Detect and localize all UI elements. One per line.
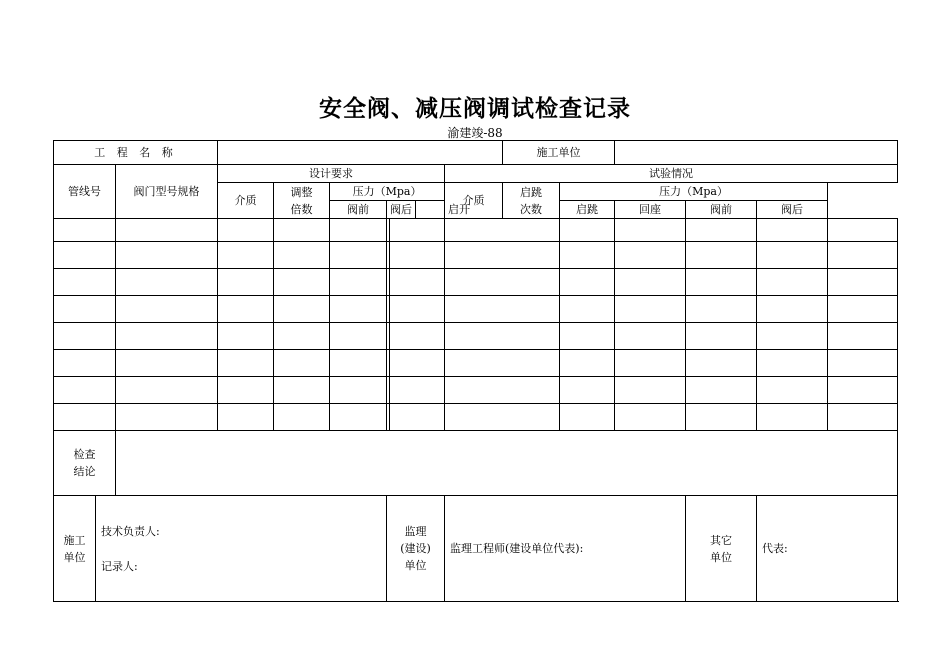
table-cell[interactable] [330, 377, 387, 404]
table-cell[interactable] [686, 404, 757, 431]
column-header-row-1 [54, 165, 898, 183]
table-cell[interactable] [390, 219, 445, 242]
table-cell[interactable] [330, 269, 387, 296]
table-cell[interactable] [54, 323, 116, 350]
table-cell[interactable] [116, 350, 218, 377]
table-cell[interactable] [686, 350, 757, 377]
col-valve-model: 阀门型号规格 [116, 165, 218, 219]
signature-row [54, 496, 898, 602]
table-cell[interactable] [686, 242, 757, 269]
col-jump-count [503, 183, 560, 219]
table-cell[interactable] [615, 377, 686, 404]
recorder-label: 记录人: [101, 559, 138, 573]
tech-lead-label: 技术负责人: [101, 524, 160, 538]
table-cell[interactable] [757, 242, 828, 269]
table-cell[interactable] [560, 242, 615, 269]
construction-unit-sign-label [54, 496, 96, 602]
table-cell[interactable] [54, 269, 116, 296]
table-cell[interactable] [828, 269, 898, 296]
table-cell[interactable] [828, 404, 898, 431]
construction-unit-label: 施工单位 [503, 141, 615, 165]
table-cell[interactable] [390, 404, 445, 431]
other-line2: 单位 [710, 550, 733, 564]
construction-unit-field[interactable] [615, 141, 898, 165]
table-cell[interactable] [116, 242, 218, 269]
table-cell[interactable] [274, 242, 330, 269]
table-cell[interactable] [560, 350, 615, 377]
table-cell[interactable] [116, 219, 218, 242]
table-cell[interactable] [828, 377, 898, 404]
table-cell[interactable] [615, 269, 686, 296]
table-cell[interactable] [274, 219, 330, 242]
col-test-reseat: 回座 [615, 201, 686, 219]
col-test-before-valve: 阀前 [686, 201, 757, 219]
table-cell[interactable] [757, 404, 828, 431]
table-cell[interactable] [615, 296, 686, 323]
table-cell[interactable] [445, 219, 560, 242]
record-table [53, 140, 898, 602]
supervision-unit-sign-label [387, 496, 445, 602]
other-sign-area[interactable] [757, 496, 898, 602]
table-cell[interactable] [390, 269, 445, 296]
table-cell[interactable] [116, 269, 218, 296]
table-cell[interactable] [445, 269, 560, 296]
construction-sign-line1: 施工 [63, 533, 86, 547]
table-cell[interactable] [445, 350, 560, 377]
table-cell[interactable] [54, 219, 116, 242]
table-cell[interactable] [274, 296, 330, 323]
table-cell[interactable] [116, 377, 218, 404]
table-row [54, 242, 898, 269]
table-cell[interactable] [218, 242, 274, 269]
project-name-label: 工 程 名 称 [54, 141, 218, 165]
table-cell[interactable] [615, 323, 686, 350]
table-cell[interactable] [615, 219, 686, 242]
col-design-group: 设计要求 [218, 165, 445, 183]
supervision-line2: (建设) [400, 542, 431, 555]
table-cell[interactable] [686, 269, 757, 296]
table-cell[interactable] [390, 323, 445, 350]
table-cell[interactable] [116, 296, 218, 323]
table-cell[interactable] [757, 219, 828, 242]
table-cell[interactable] [828, 350, 898, 377]
table-cell[interactable] [757, 269, 828, 296]
col-jump-line2: 次数 [520, 202, 543, 216]
table-cell[interactable] [686, 323, 757, 350]
table-cell[interactable] [560, 323, 615, 350]
table-cell[interactable] [757, 323, 828, 350]
table-cell[interactable] [686, 377, 757, 404]
table-cell[interactable] [615, 242, 686, 269]
table-cell[interactable] [274, 269, 330, 296]
table-cell[interactable] [560, 269, 615, 296]
table-cell[interactable] [116, 404, 218, 431]
table-cell[interactable] [828, 323, 898, 350]
conclusion-label-line1: 检查 [73, 448, 96, 461]
table-cell[interactable] [560, 219, 615, 242]
table-cell[interactable] [445, 323, 560, 350]
table-cell[interactable] [445, 377, 560, 404]
table-cell[interactable] [330, 323, 387, 350]
project-name-field[interactable] [218, 141, 503, 165]
table-cell[interactable] [330, 296, 387, 323]
table-row [54, 377, 898, 404]
col-adjust-multiple [274, 183, 330, 219]
col-test-medium: 介质 [445, 183, 503, 219]
table-cell[interactable] [218, 219, 274, 242]
table-cell[interactable] [390, 350, 445, 377]
table-cell[interactable] [330, 350, 387, 377]
table-cell[interactable] [390, 377, 445, 404]
col-design-medium: 介质 [218, 183, 274, 219]
table-cell[interactable] [274, 377, 330, 404]
table-cell[interactable] [218, 296, 274, 323]
table-cell[interactable] [54, 296, 116, 323]
table-cell[interactable] [390, 242, 445, 269]
table-cell[interactable] [615, 350, 686, 377]
table-cell[interactable] [686, 296, 757, 323]
other-unit-sign-label [686, 496, 757, 602]
supervision-line1: 监理 [404, 525, 427, 538]
table-cell[interactable] [330, 404, 387, 431]
conclusion-label [54, 431, 116, 496]
document-title: 安全阀、减压阀调试检查记录 [319, 96, 631, 122]
table-cell[interactable] [54, 242, 116, 269]
table-cell[interactable] [686, 219, 757, 242]
project-info-row [54, 141, 898, 165]
col-design-before-valve: 阀前 [330, 201, 387, 219]
table-cell[interactable] [116, 323, 218, 350]
conclusion-field[interactable] [116, 431, 898, 496]
col-test-jump: 启跳 [560, 201, 615, 219]
table-cell[interactable] [274, 350, 330, 377]
form-code: 渝建竣-88 [447, 126, 503, 140]
table-cell[interactable] [828, 242, 898, 269]
col-pipe-no: 管线号 [54, 165, 116, 219]
table-cell[interactable] [54, 350, 116, 377]
table-row [54, 350, 898, 377]
table-row [54, 269, 898, 296]
other-line1: 其它 [710, 533, 733, 547]
table-cell[interactable] [828, 219, 898, 242]
conclusion-row [54, 431, 898, 496]
table-cell[interactable] [757, 377, 828, 404]
table-cell[interactable] [757, 296, 828, 323]
table-cell[interactable] [390, 296, 445, 323]
col-design-pressure: 压力（Mpa） [330, 183, 445, 201]
table-cell[interactable] [445, 242, 560, 269]
table-cell[interactable] [218, 377, 274, 404]
col-design-after-valve: 阀后 [387, 201, 416, 219]
col-test-pressure: 压力（Mpa） [560, 183, 828, 201]
table-cell[interactable] [274, 323, 330, 350]
table-row [54, 219, 898, 242]
table-cell[interactable] [218, 350, 274, 377]
table-cell[interactable] [54, 377, 116, 404]
table-cell[interactable] [274, 404, 330, 431]
table-cell[interactable] [54, 404, 116, 431]
col-design-open: 启开 [416, 201, 503, 219]
table-row [54, 323, 898, 350]
table-cell[interactable] [445, 296, 560, 323]
table-cell[interactable] [330, 242, 387, 269]
table-cell[interactable] [218, 404, 274, 431]
col-test-after-valve: 阀后 [757, 201, 828, 219]
col-test-group: 试验情况 [445, 165, 898, 183]
table-cell[interactable] [560, 404, 615, 431]
table-cell[interactable] [218, 323, 274, 350]
construction-sign-area[interactable] [96, 496, 387, 602]
supervision-sign-area[interactable] [445, 496, 686, 602]
representative-label: 代表: [762, 542, 788, 555]
table-row [54, 296, 898, 323]
col-adjust-line2: 倍数 [290, 202, 313, 216]
supervising-engineer-label: 监理工程师(建设单位代表): [450, 542, 584, 555]
conclusion-label-line2: 结论 [73, 465, 96, 478]
table-cell[interactable] [560, 377, 615, 404]
construction-sign-line2: 单位 [63, 550, 86, 564]
table-cell[interactable] [615, 404, 686, 431]
table-cell[interactable] [757, 350, 828, 377]
supervision-line3: 单位 [404, 559, 427, 572]
table-cell[interactable] [560, 296, 615, 323]
table-cell[interactable] [218, 269, 274, 296]
table-row [54, 404, 898, 431]
col-jump-line1: 启跳 [520, 185, 543, 199]
table-cell[interactable] [330, 219, 387, 242]
table-cell[interactable] [828, 296, 898, 323]
data-rows [54, 219, 898, 431]
table-cell[interactable] [445, 404, 560, 431]
col-adjust-line1: 调整 [290, 185, 313, 199]
